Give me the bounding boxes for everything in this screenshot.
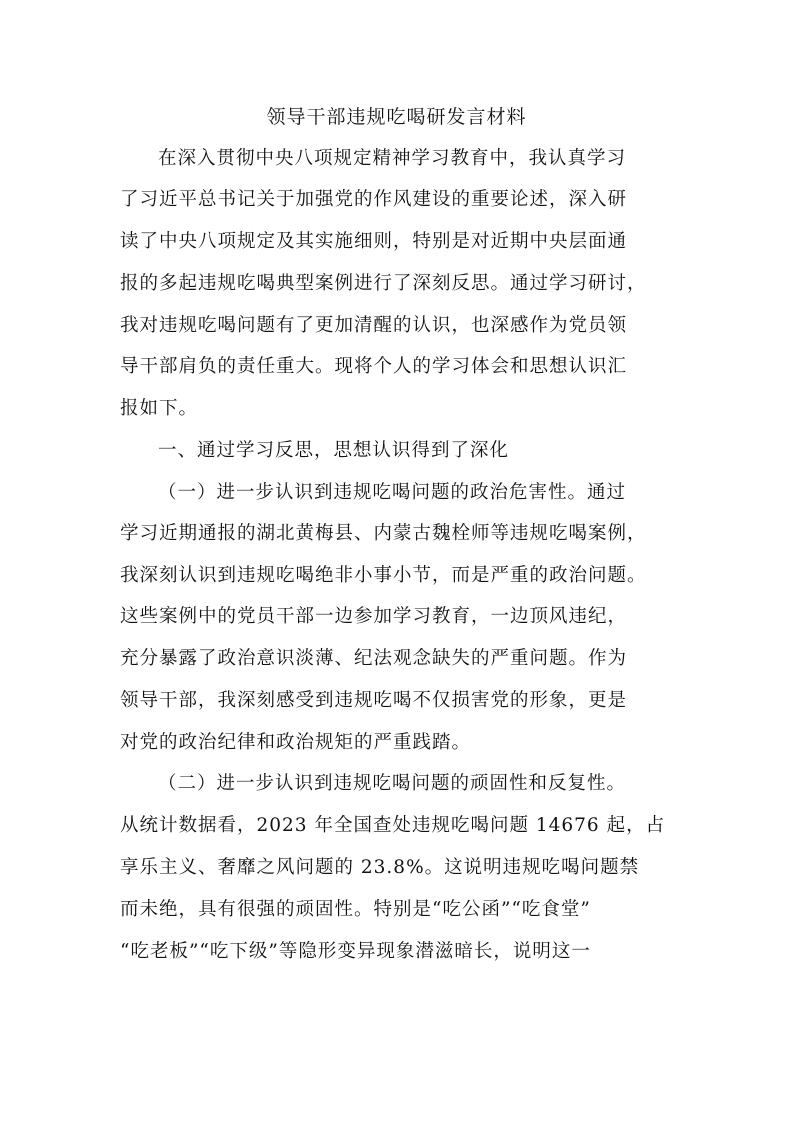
paragraph-line: （二）进一步认识到违规吃喝问题的顽固性和反复性。 <box>158 773 627 794</box>
paragraph-line: 从统计数据看，2023 年全国查处违规吃喝问题 14676 起，占 <box>120 815 666 836</box>
paragraph-line: 我对违规吃喝问题有了更加清醒的认识，也深感作为党员领 <box>120 315 628 336</box>
paragraph-line: 报的多起违规吃喝典型案例进行了深刻反思。通过学习研讨， <box>120 273 647 294</box>
paragraph-line: “吃老板”“吃下级”等隐形变异现象潜滋暗长，说明这一 <box>120 941 591 962</box>
paragraph-line: 读了中央八项规定及其实施细则，特别是对近期中央层面通 <box>120 231 628 252</box>
section-heading: 一、通过学习反思，思想认识得到了深化 <box>158 440 510 461</box>
paragraph-line: 充分暴露了政治意识淡薄、纪法观念缺失的严重问题。作为 <box>120 648 628 669</box>
paragraph-line: 而未绝，具有很强的顽固性。特别是“吃公函”“吃食堂” <box>120 899 591 920</box>
paragraph-line: 了习近平总书记关于加强党的作风建设的重要论述，深入研 <box>120 189 628 210</box>
paragraph-line: 在深入贯彻中央八项规定精神学习教育中，我认真学习 <box>158 148 627 169</box>
paragraph-line: （一）进一步认识到违规吃喝问题的政治危害性。通过 <box>158 482 627 503</box>
paragraph-line: 领导干部，我深刻感受到违规吃喝不仅损害党的形象，更是 <box>120 690 628 711</box>
paragraph-line: 学习近期通报的湖北黄梅县、内蒙古魏栓师等违规吃喝案例， <box>120 523 647 544</box>
paragraph-line: 对党的政治纪律和政治规矩的严重践踏。 <box>120 732 472 753</box>
paragraph-line: 我深刻认识到违规吃喝绝非小事小节，而是严重的政治问题。 <box>120 565 647 586</box>
paragraph-line: 这些案例中的党员干部一边参加学习教育，一边顶风违纪， <box>120 606 628 627</box>
paragraph-line: 报如下。 <box>120 398 199 419</box>
document-title: 领导干部违规吃喝研发言材料 <box>266 106 527 128</box>
paragraph-line: 享乐主义、奢靡之风问题的 23.8%。这说明违规吃喝问题禁 <box>120 857 640 878</box>
paragraph-line: 导干部肩负的责任重大。现将个人的学习体会和思想认识汇 <box>120 356 628 377</box>
